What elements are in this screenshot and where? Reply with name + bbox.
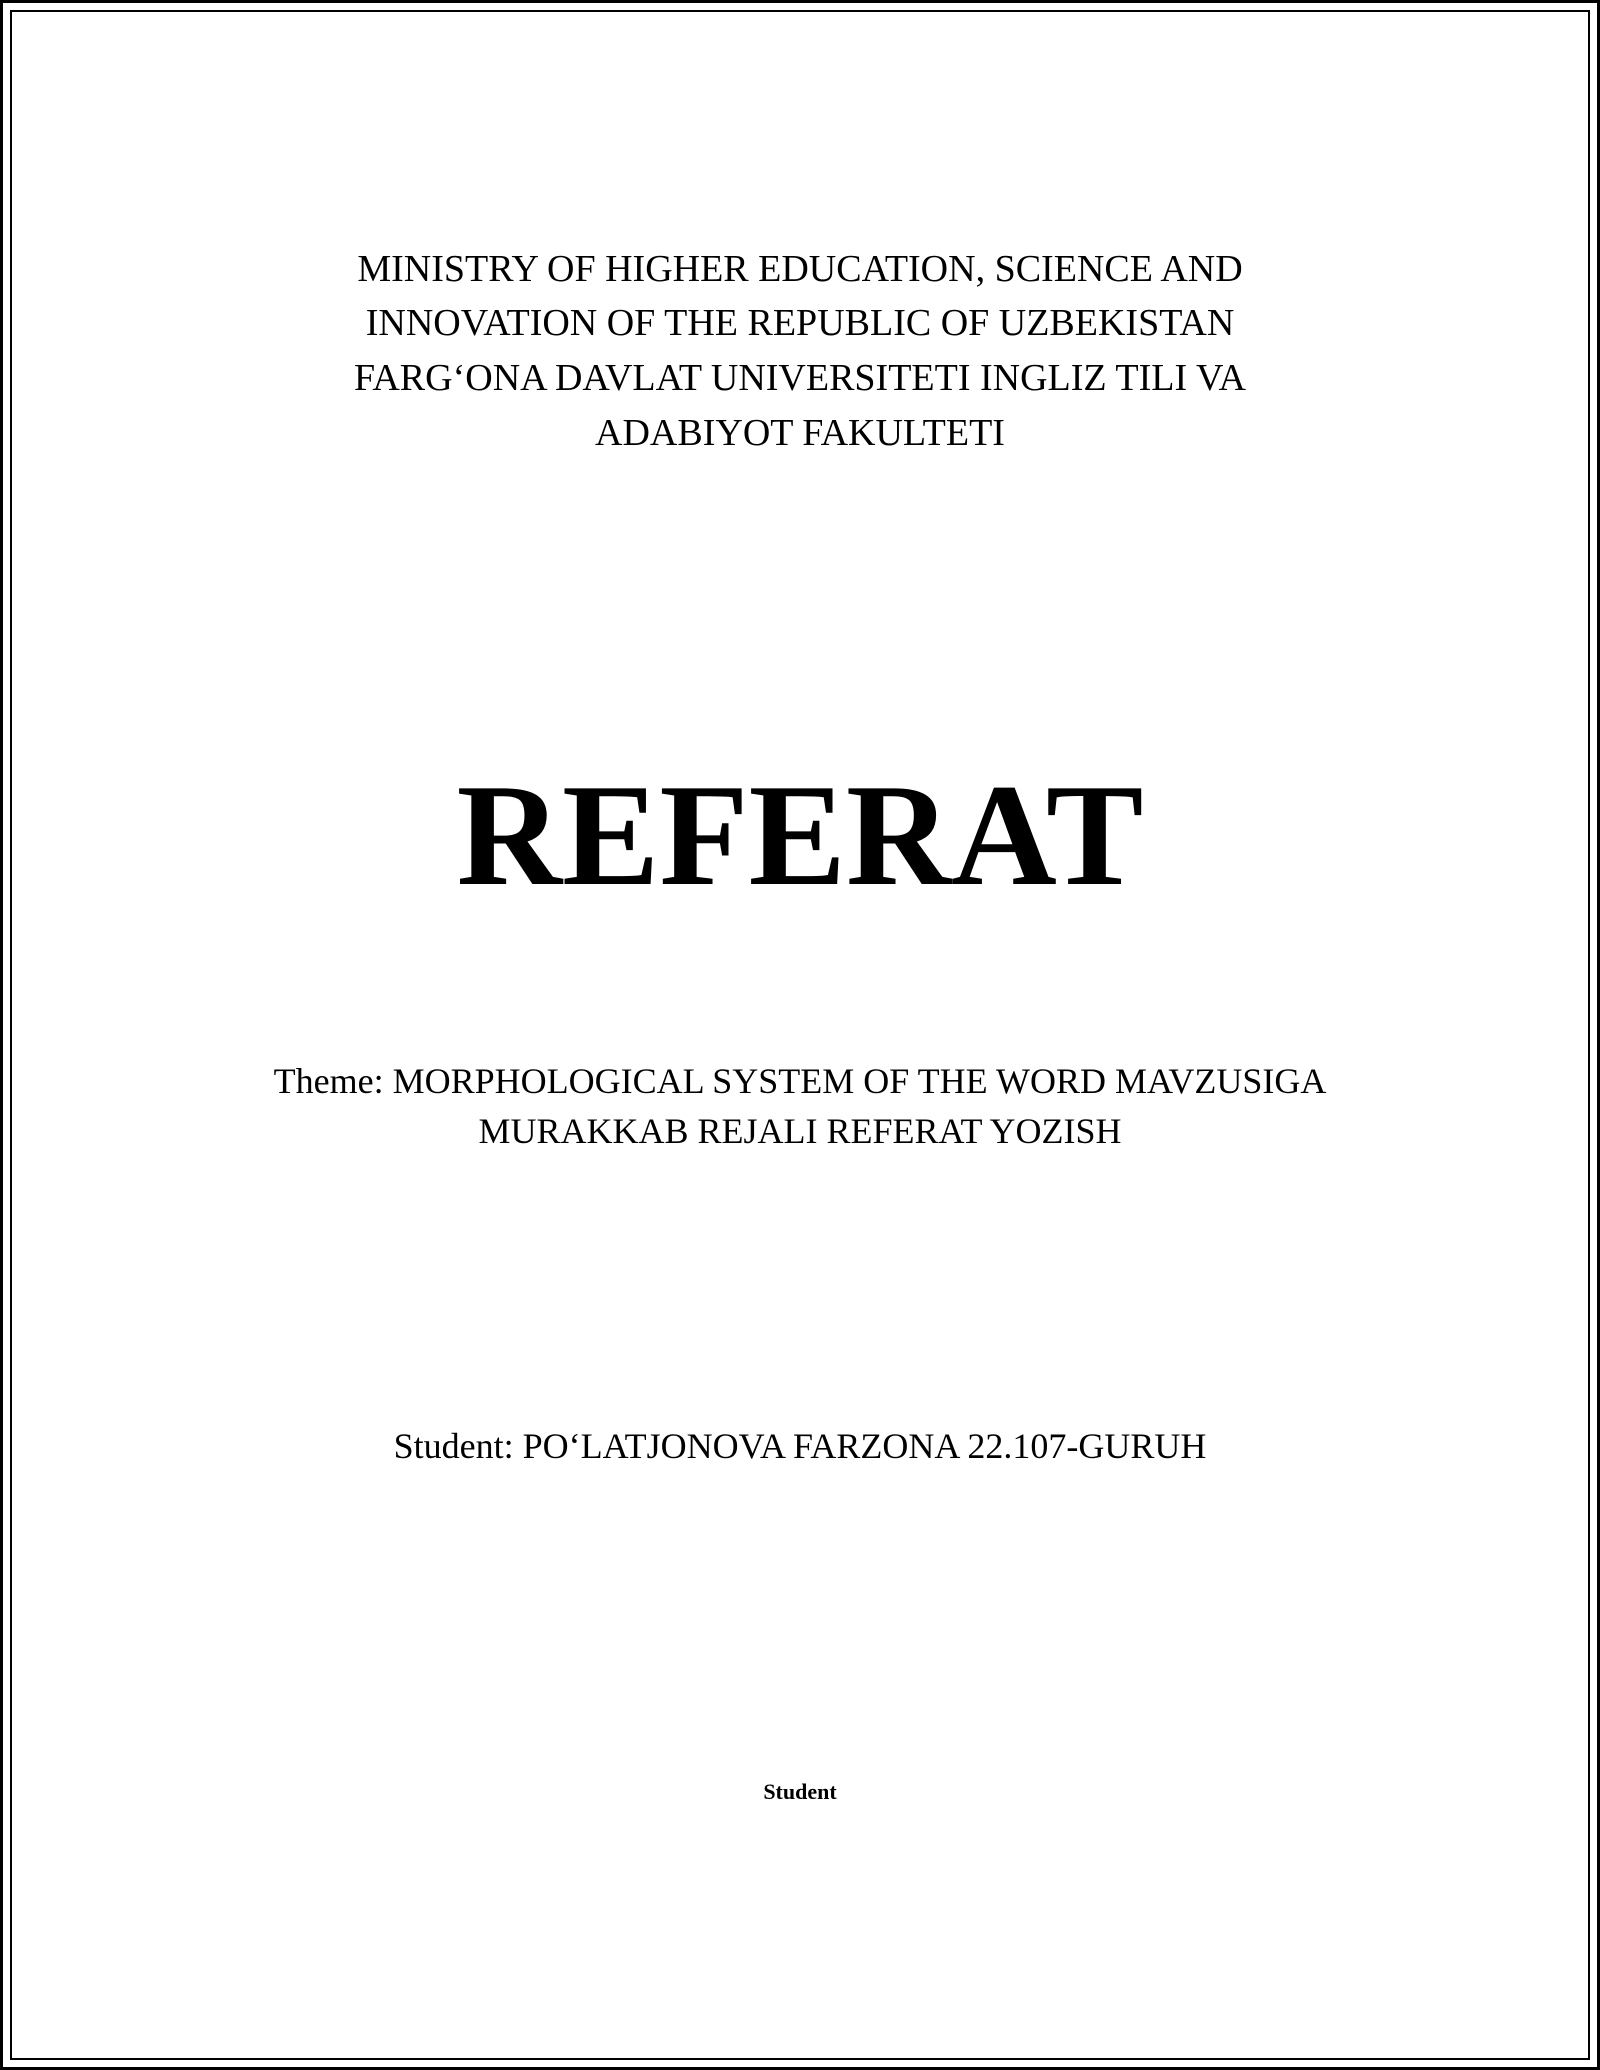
document-title: REFERAT <box>456 754 1144 916</box>
header-line-2: INNOVATION OF THE REPUBLIC OF UZBEKISTAN <box>365 302 1235 344</box>
theme-line-2: MURAKKAB REJALI REFERAT YOZISH <box>478 1111 1122 1151</box>
header-line-3: FARG‘ONA DAVLAT UNIVERSITETI INGLIZ TILI VA <box>354 357 1246 399</box>
student-name: Student: PO‘LATJONOVA FARZONA 22.107-GURUH <box>393 1426 1207 1466</box>
header-line-4: ADABIYOT FAKULTETI <box>595 412 1005 454</box>
header-line-1: MINISTRY OF HIGHER EDUCATION, SCIENCE AND <box>357 248 1243 290</box>
theme-line-1: Theme: MORPHOLOGICAL SYSTEM OF THE WORD MAVZUSIGA <box>273 1061 1327 1101</box>
footer-student-label: Student <box>763 1779 837 1804</box>
